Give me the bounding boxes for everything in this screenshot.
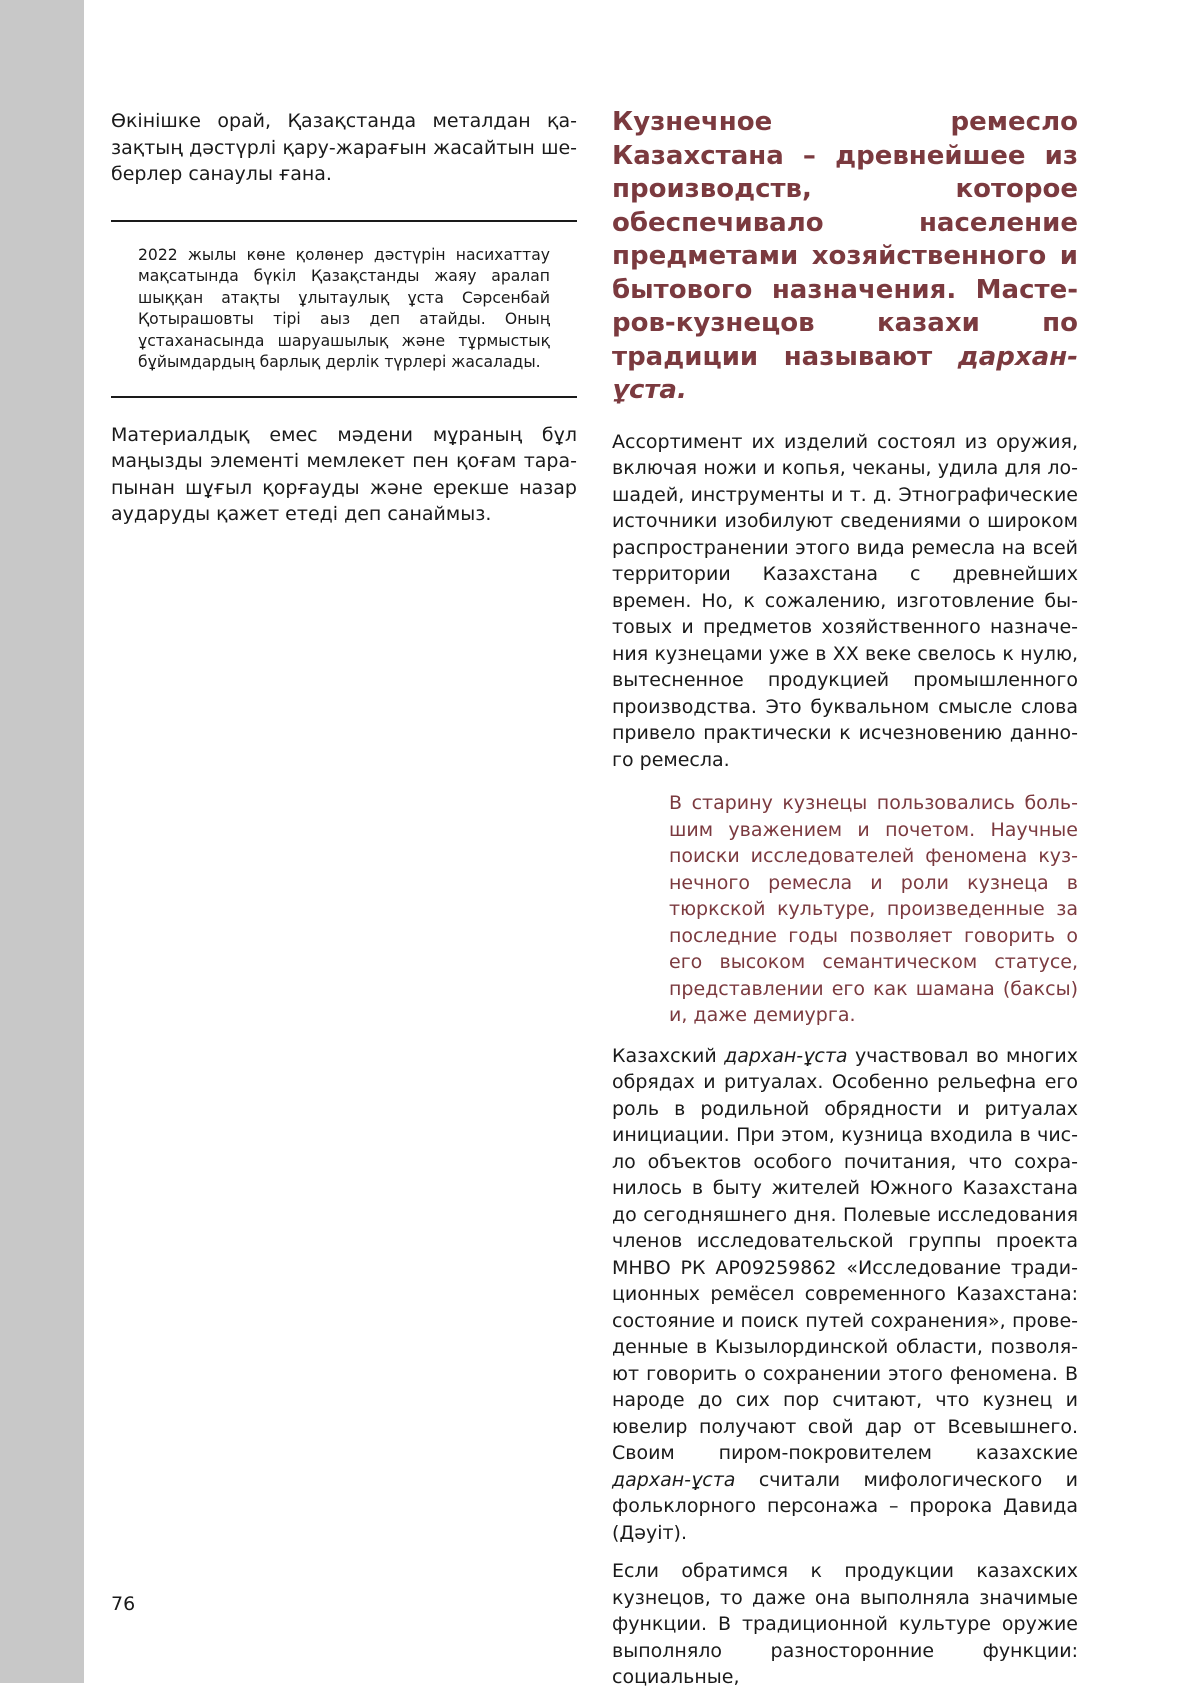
assortment-paragraph: Ассортимент их изделий состоял из оружия, включая ножи и копья, чеканы, удила для лошадей, инструменты и т. д. Этнографические источники изобилуют сведениями о широком распространении этого вида ремесла на всей территории Казахстана с древнейших времен. Но, к сожалению, изготовление бытовых и предметов хозяйственного назначения кузнецами уже в XX веке свелось к нулю, вытесненное продукцией промышленного производства. Это буквальном смысле слова привело практически к исчезновению данного ремесла. [612,430,1078,771]
products-paragraph: Если обратимся к продукции казахских кузнецов, то даже она выполняла значимые функции. В традиционной культуре оружие выполняло разносторонние функции: социальные, [612,1560,1078,1688]
rituals-text-c: считали мифологического и фольклорного персонажа – пророка Давида (Дәуіт). [612,1468,1078,1544]
page-number: 76 [111,1593,136,1615]
kazakh-heritage-paragraph: Материалдық емес мәдени мұраның бұл маңызды элементі мемлекет пен қоғам тарапынан шұғыл қорғауды және ерекше назар аударуды қажет етеді деп санаймыз. [111,423,577,525]
right-column [612,106,1078,1691]
page-margin-strip [0,0,84,1683]
rituals-term-1: дархан-ұста [724,1044,848,1067]
sidebar-note: 2022 жылы көне қолөнер дәстүрін насихаттау мақсатында бүкіл Қазақстанды жаяу аралап шыққан атақты ұлытаулық ұста Сәрсенбай Қотырашовты тірі аыз деп атайды. Оның ұстаханасында шаруашылық және тұрмыстық бұйымдардың барлық дерлік түрлері жасалады. [138,245,550,371]
rituals-text-a: Казахский [612,1044,725,1067]
left-column [111,108,577,528]
lead-heading-text: Кузнечное ремесло Казахстана – древнейшее из производств, которое обеспечивало население предметами хозяйственного и бытового назначения. Мастеров-кузнецов казахи по традиции называют [612,107,1078,372]
pull-quote: В старину кузнецы пользовались большим уважением и почетом. Научные поиски исследователей феномена кузнечного ремесла и роли кузнеца в тюркской культуре, произведенные за последние годы позволяет говорить о его высоком семантическом статусе, представлении его как шамана (баксы) и, даже демиурга. [669,792,1078,1026]
rituals-text-b: участвовал во многих обрядах и ритуалах. Особенно рельефна его роль в родильной обрядности и ритуалах инициации. При этом, кузница входила в число объектов особого почитания, что сохранилось в быту жителей Южного Казахстана до сегодняшнего дня. Полевые исследования членов исследовательской группы проекта МНВО РК AP09259862 «Исследование традиционных ремёсел современного Казахстана: состояние и поиск путей сохранения», проведенные в Кызылординской области, позволяют говорить о сохранении этого феномена. В народе до сих пор считают, что кузнец и ювелир получают свой дар от Всевышнего. Своим пиром-покровителем казахские [612,1044,1078,1464]
lead-heading-term: дархан-ұста. [612,341,1078,405]
lead-heading [612,106,1078,408]
rituals-term-2: дархан-ұста [612,1468,736,1491]
rituals-paragraph [612,1043,1078,1547]
note-bottom-rule [111,396,577,398]
kazakh-intro-paragraph: Өкінішке орай, Қазақстанда металдан қазақтың дәстүрлі қару-жарағын жасайтын шеберлер санаулы ғана. [111,110,577,185]
note-top-rule [111,220,577,222]
